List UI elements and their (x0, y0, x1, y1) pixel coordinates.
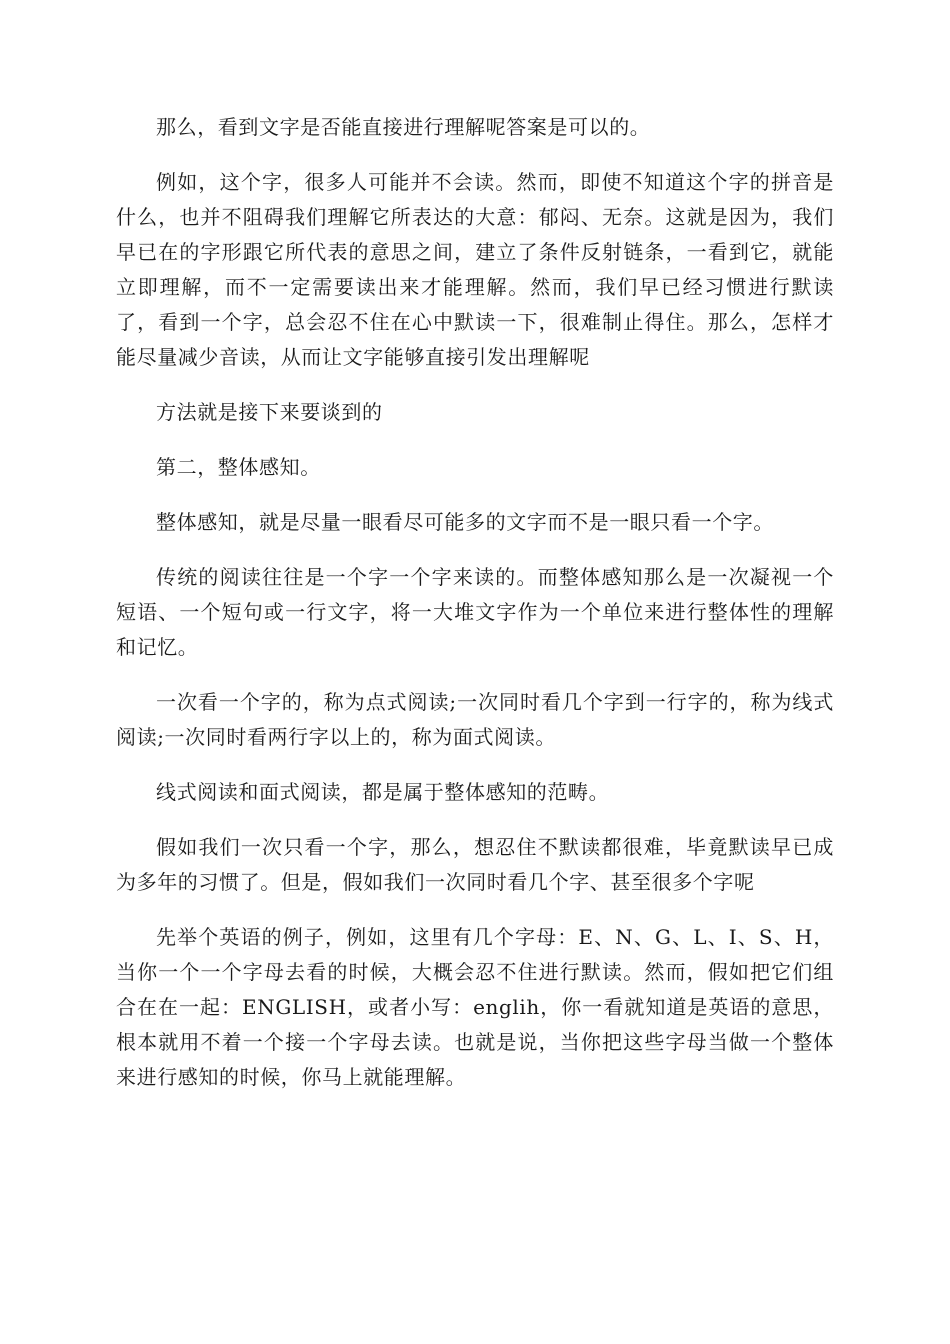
paragraph: 方法就是接下来要谈到的 (156, 400, 383, 424)
paragraph: 整体感知，就是尽量一眼看尽可能多的文字而不是一眼只看一个字。 (156, 510, 774, 534)
document-body (116, 110, 834, 1115)
paragraph: 先举个英语的例子，例如，这里有几个字母：E、N、G、L、I、S、H，当你一个一个字母去看的时候，大概会忍不住进行默读。然而，假如把它们组合在在一起：ENGLISH，或者小写：englih，你一看就知道是英语的意思，根本就用不着一个接一个字母去读。也就是说，当你把这些字母当做一个整体来进行感知的时候，你马上就能理解。 (116, 925, 834, 1089)
paragraph: 线式阅读和面式阅读，都是属于整体感知的范畴。 (156, 780, 610, 804)
paragraph: 传统的阅读往往是一个字一个字来读的。而整体感知那么是一次凝视一个短语、一个短句或一行文字，将一大堆文字作为一个单位来进行整体性的理解和记忆。 (116, 565, 834, 659)
paragraph: 例如，这个字，很多人可能并不会读。然而，即使不知道这个字的拼音是什么，也并不阻碍我们理解它所表达的大意：郁闷、无奈。这就是因为，我们早已在的字形跟它所代表的意思之间，建立了条件反射链条，一看到它，就能立即理解，而不一定需要读出来才能理解。然而，我们早已经习惯进行默读了，看到一个字，总会忍不住在心中默读一下，很难制止得住。那么，怎样才能尽量减少音读，从而让文字能够直接引发出理解呢 (116, 170, 834, 369)
paragraph: 那么，看到文字是否能直接进行理解呢答案是可以的。 (156, 115, 651, 139)
paragraph: 一次看一个字的，称为点式阅读;一次同时看几个字到一行字的，称为线式阅读;一次同时看两行字以上的，称为面式阅读。 (116, 690, 834, 749)
section-heading: 第二，整体感知。 (156, 455, 321, 479)
paragraph: 假如我们一次只看一个字，那么，想忍住不默读都很难，毕竟默读早已成为多年的习惯了。但是，假如我们一次同时看几个字、甚至很多个字呢 (116, 835, 834, 894)
